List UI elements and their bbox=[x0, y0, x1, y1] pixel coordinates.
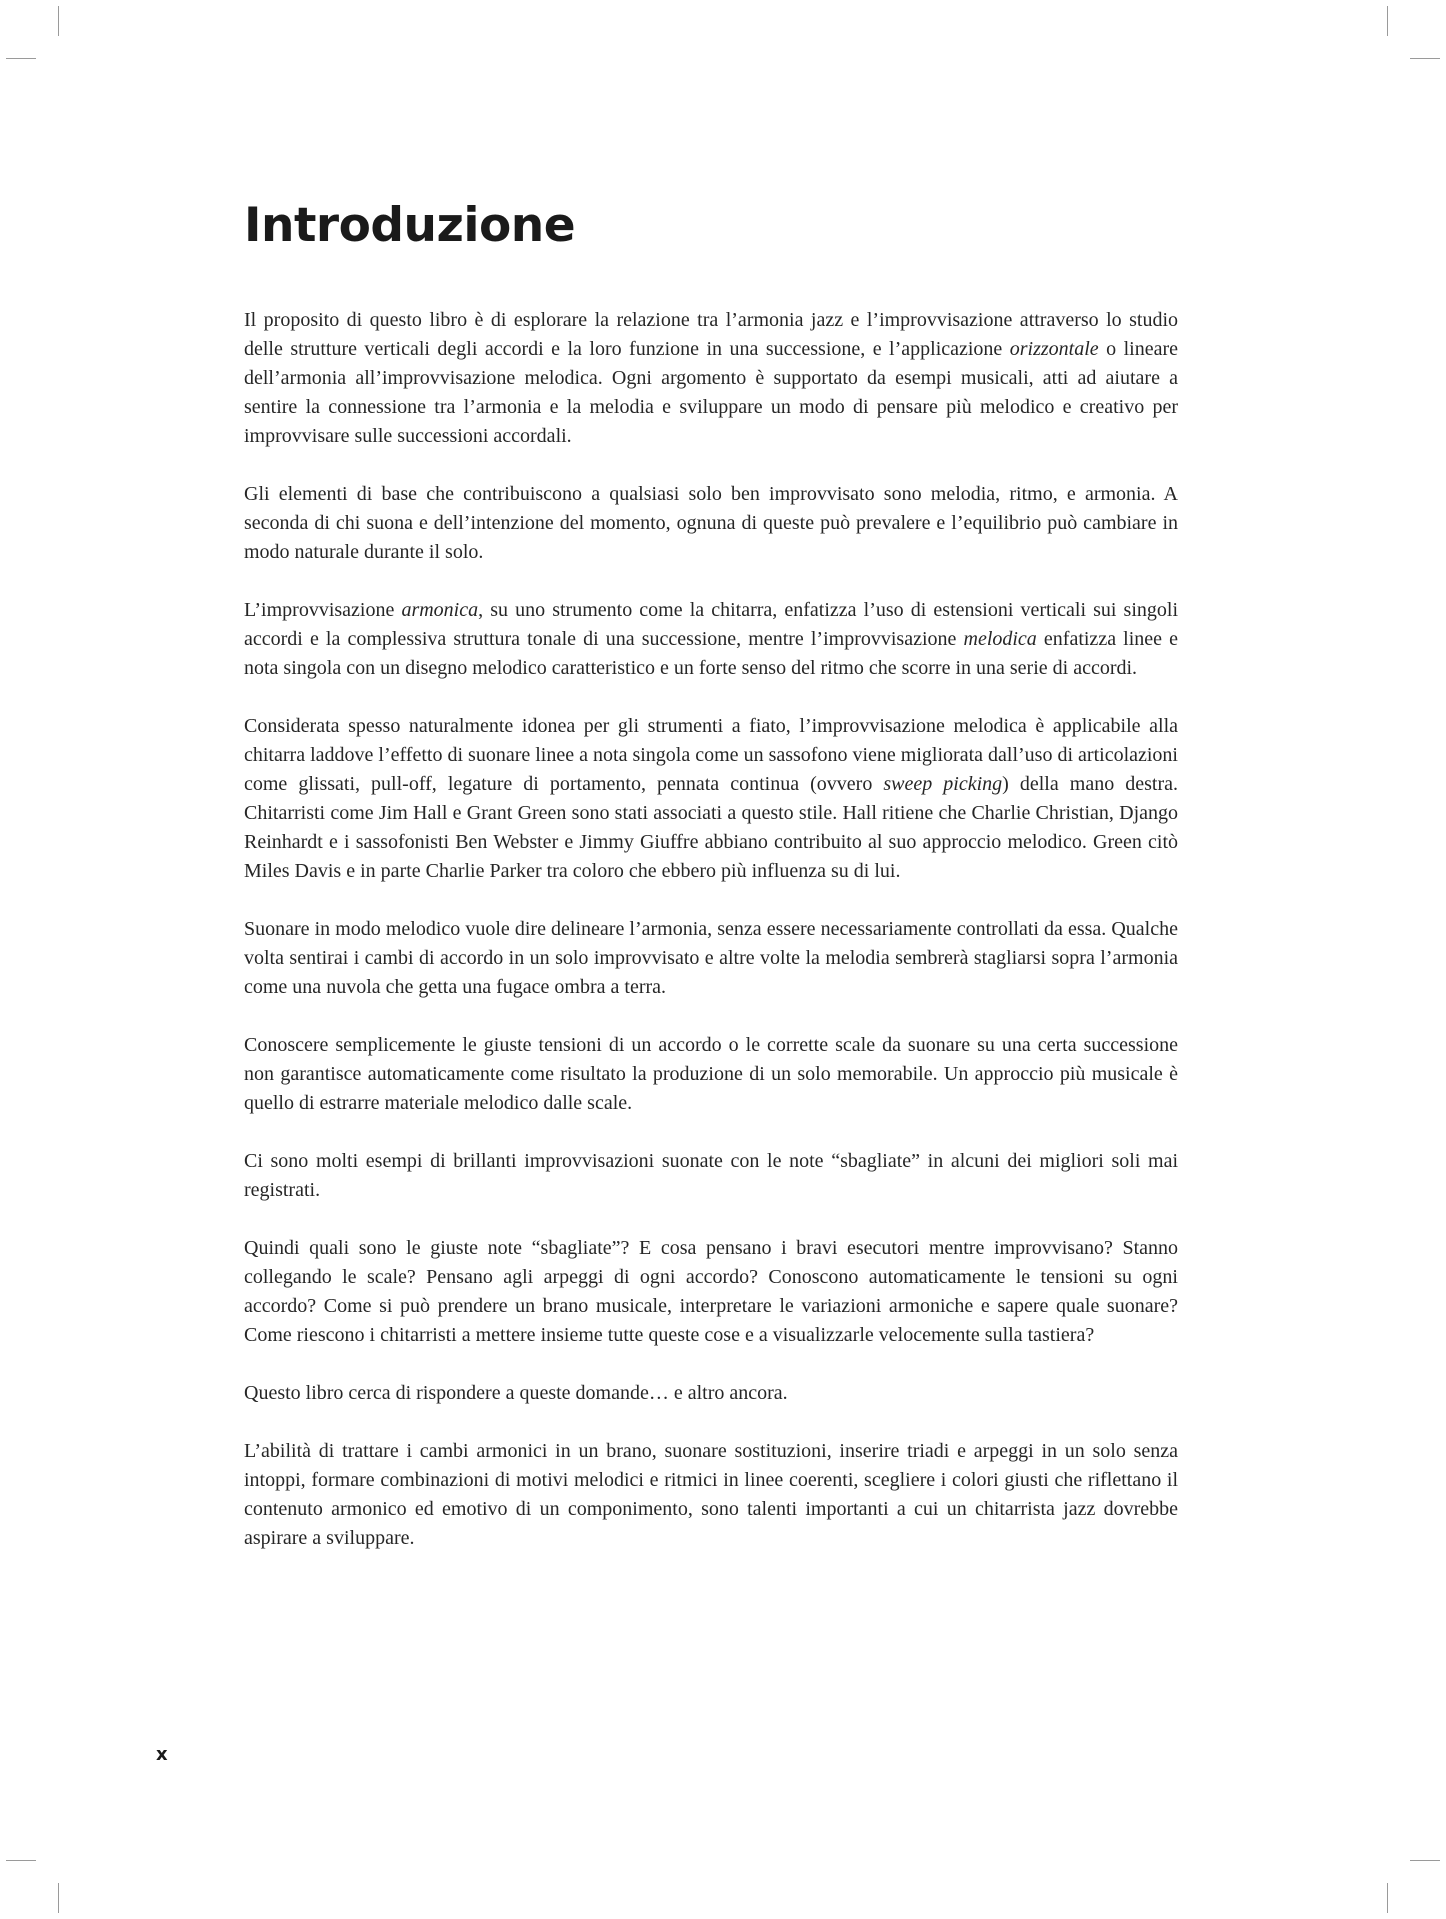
page-number: x bbox=[156, 1744, 168, 1765]
italic-term: sweep picking bbox=[883, 773, 1003, 795]
paragraph: Il proposito di questo libro è di esplorare la relazione tra l’armonia jazz e l’improvvisazione attraverso lo studio delle strutture verticali degli accordi e la loro funzione in una successione, e l’applicazione orizzontale o lineare dell’armonia all’improvvisazione melodica. Ogni argomento è supportato da esempi musicali, atti ad aiutare a sentire la connessione tra l’armonia e la melodia e sviluppare un modo di pensare più melodico e creativo per improvvisare sulle successioni accordali. bbox=[244, 309, 1178, 447]
paragraph: Ci sono molti esempi di brillanti improvvisazioni suonate con le note “sbagliate” in alcuni dei migliori soli mai registrati. bbox=[244, 1150, 1178, 1201]
body-text bbox=[244, 306, 1178, 1582]
italic-term: orizzontale bbox=[1009, 338, 1099, 360]
crop-mark-top-left bbox=[6, 58, 36, 59]
paragraph: Quindi quali sono le giuste note “sbagliate”? E cosa pensano i bravi esecutori mentre improvvisano? Stanno collegando le scale? Pensano agli arpeggi di ogni accordo? Conoscono automaticamente le tensioni su ogni accordo? Come si può prendere un brano musicale, interpretare le variazioni armoniche e sapere quale suonare? Come riescono i chitarristi a mettere insieme tutte queste cose e a visualizzarle velocemente sulla tastiera? bbox=[244, 1237, 1178, 1346]
paragraph: L’improvvisazione armonica, su uno strumento come la chitarra, enfatizza l’uso di estensioni verticali sui singoli accordi e la complessiva struttura tonale di una successione, mentre l’improvvisazione melodica enfatizza linee e nota singola con un disegno melodico caratteristico e un forte senso del ritmo che scorre in una serie di accordi. bbox=[244, 599, 1179, 679]
page-title: Introduzione bbox=[244, 198, 576, 253]
italic-term: melodica bbox=[963, 628, 1037, 650]
crop-mark-bottom-right bbox=[1387, 1883, 1388, 1913]
paragraph: Considerata spesso naturalmente idonea per gli strumenti a fiato, l’improvvisazione melodica è applicabile alla chitarra laddove l’effetto di suonare linee a nota singola come un sassofono viene migliorata dall’uso di articolazioni come glissati, pull-off, legature di portamento, pennata continua (ovvero sweep picking) della mano destra. Chitarristi come Jim Hall e Grant Green sono stati associati a questo stile. Hall ritiene che Charlie Christian, Django Reinhardt e i sassofonisti Ben Webster e Jimmy Giuffre abbiano contribuito al suo approccio melodico. Green citò Miles Davis e in parte Charlie Parker tra coloro che ebbero più influenza su di lui. bbox=[244, 715, 1179, 882]
paragraph: Questo libro cerca di rispondere a queste domande… e altro ancora. bbox=[244, 1382, 788, 1404]
paragraph: Suonare in modo melodico vuole dire delineare l’armonia, senza essere necessariamente controllati da essa. Qualche volta sentirai i cambi di accordo in un solo improvvisato e altre volte la melodia sembrerà stagliarsi sopra l’armonia come una nuvola che getta una fugace ombra a terra. bbox=[244, 918, 1178, 998]
paragraph: L’abilità di trattare i cambi armonici in un brano, suonare sostituzioni, inserire triadi e arpeggi in un solo senza intoppi, formare combinazioni di motivi melodici e ritmici in linee coerenti, scegliere i colori giusti che riflettano il contenuto armonico ed emotivo di un componimento, sono talenti importanti a cui un chitarrista jazz dovrebbe aspirare a sviluppare. bbox=[244, 1440, 1178, 1549]
crop-mark-top-left bbox=[58, 6, 59, 36]
crop-mark-top-right bbox=[1410, 58, 1440, 59]
crop-mark-top-right bbox=[1387, 6, 1388, 36]
crop-mark-bottom-left bbox=[58, 1883, 59, 1913]
crop-mark-bottom-right bbox=[1410, 1860, 1440, 1861]
crop-mark-bottom-left bbox=[6, 1860, 36, 1861]
italic-term: armonica bbox=[401, 599, 479, 621]
paragraph: Gli elementi di base che contribuiscono a qualsiasi solo ben improvvisato sono melodia, ritmo, e armonia. A seconda di chi suona e dell’intenzione del momento, ognuna di queste può prevalere e l’equilibrio può cambiare in modo naturale durante il solo. bbox=[244, 483, 1178, 563]
paragraph: Conoscere semplicemente le giuste tensioni di un accordo o le corrette scale da suonare su una certa successione non garantisce automaticamente come risultato la produzione di un solo memorabile. Un approccio più musicale è quello di estrarre materiale melodico dalle scale. bbox=[244, 1034, 1178, 1114]
